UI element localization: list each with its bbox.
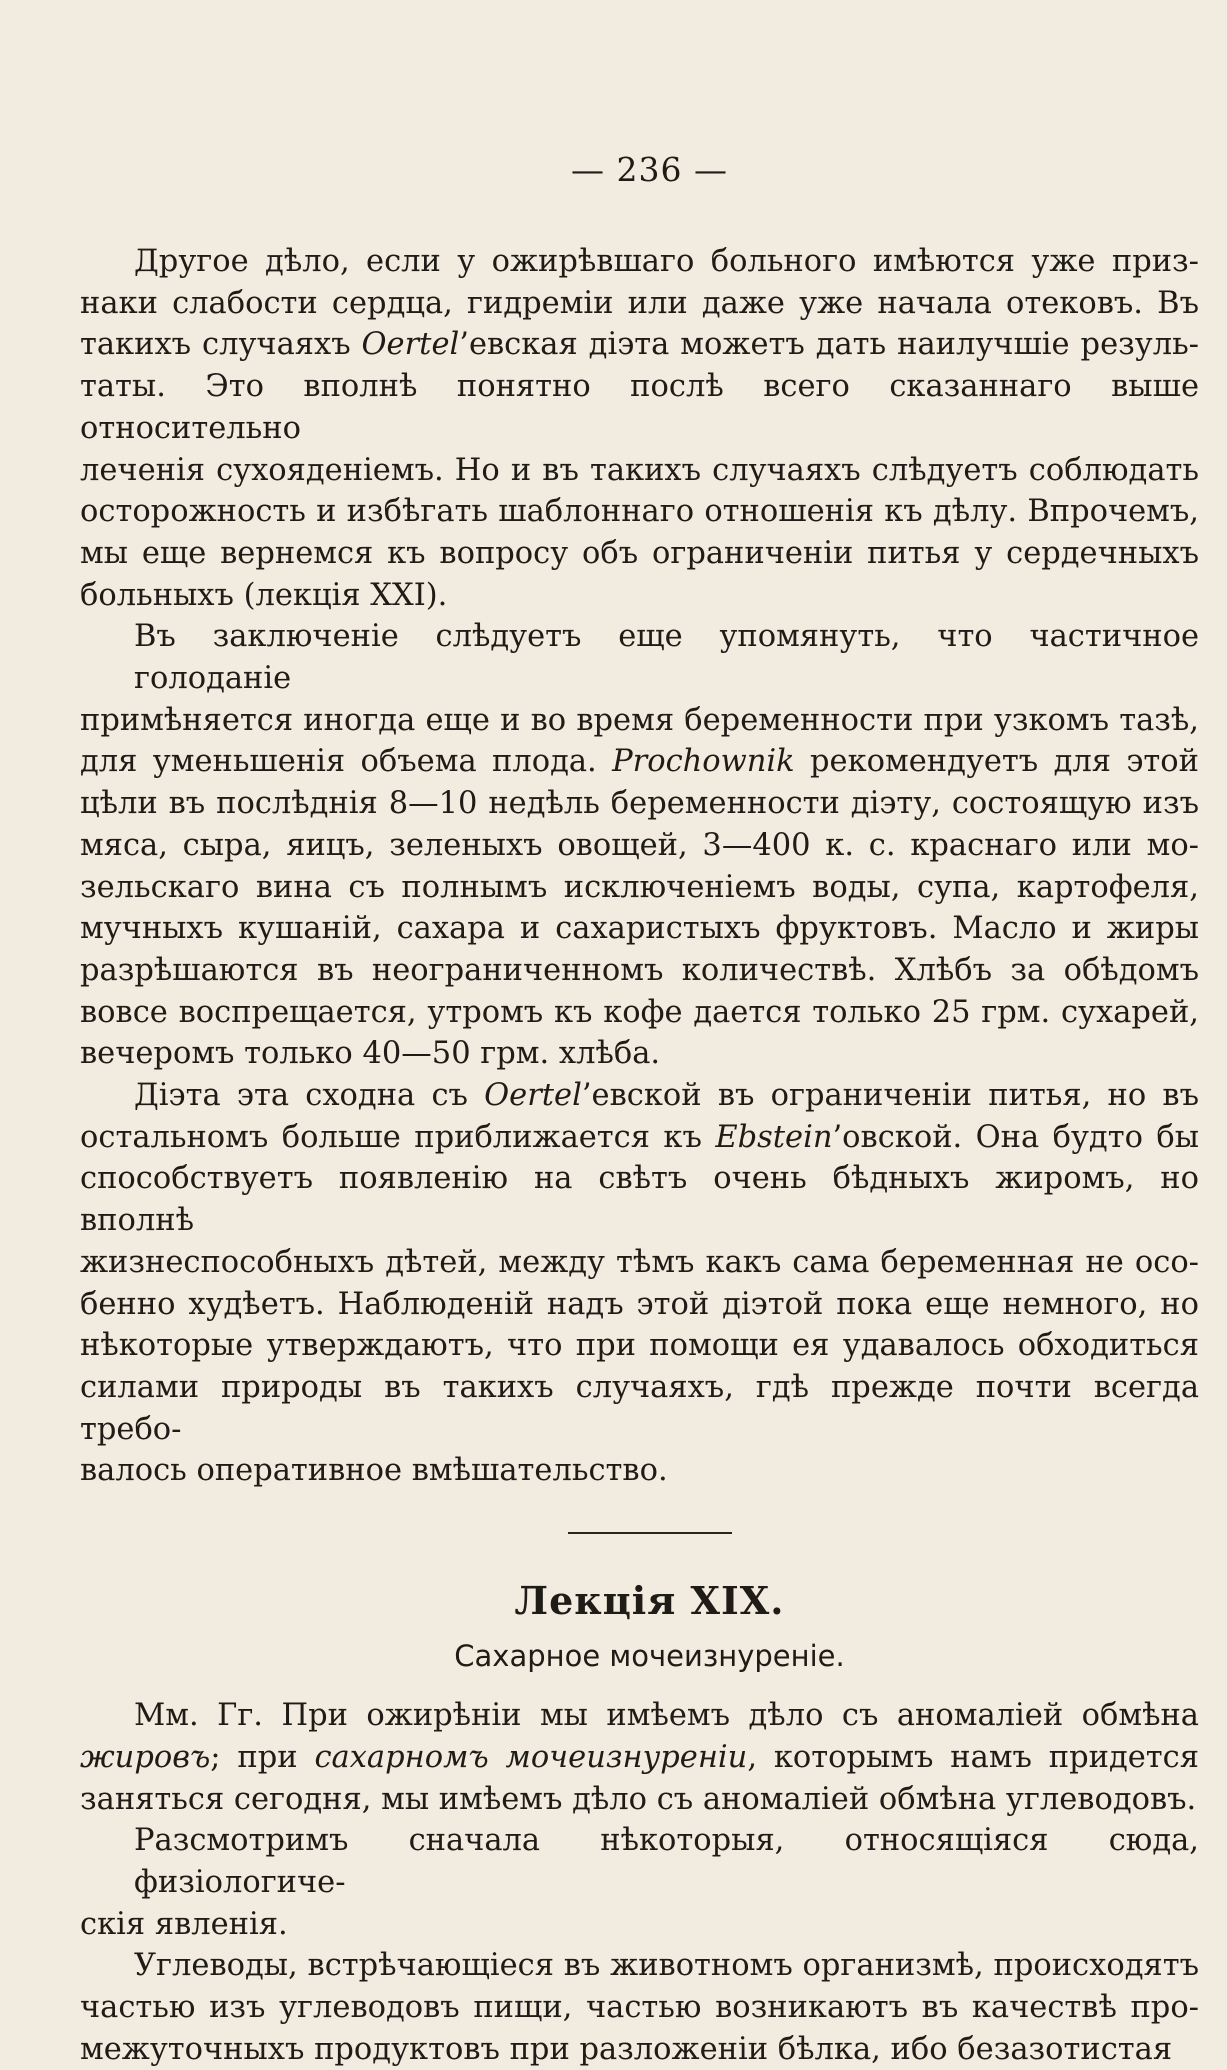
- text-line: [80, 1450, 1199, 1492]
- text-line: [80, 533, 1199, 575]
- paragraph: [80, 1820, 1199, 1945]
- text-run: Мм. Гг. При ожирѣніи мы имѣемъ дѣло съ аномаліей обмѣна: [134, 1698, 1199, 1734]
- text-run: таты. Это вполнѣ понятно послѣ всего сказаннаго выше относительно: [80, 369, 1199, 446]
- paragraph: [80, 1945, 1199, 2070]
- text-run: Разсмотримъ сначала нѣкоторыя, относящіяся сюда, физіологиче-: [134, 1823, 1199, 1900]
- text-run: нѣкоторые утверждаютъ, что при помощи ея удавалось обходиться: [80, 1328, 1199, 1364]
- paragraph: [80, 1075, 1199, 1492]
- italic-text: Prochownik: [612, 744, 795, 780]
- text-line: [80, 1325, 1199, 1367]
- paragraph: [80, 616, 1199, 1075]
- text-run: леченія сухояденіемъ. Но и въ такихъ случаяхъ слѣдуетъ соблюдать: [80, 452, 1199, 488]
- text-line: [80, 950, 1199, 992]
- text-run: скія явленія.: [80, 1906, 288, 1942]
- lecture-title: Лекція XIX.: [514, 1578, 785, 1624]
- text-run: зельскаго вина съ полнымъ исключеніемъ воды, супа, картофеля,: [80, 869, 1199, 905]
- text-line: [80, 1737, 1199, 1779]
- text-run: ’овской. Она будто бы: [832, 1119, 1199, 1155]
- text-line: [80, 1284, 1199, 1326]
- section-divider: [568, 1532, 732, 1534]
- text-run: способствуетъ появленію на свѣтъ очень бѣдныхъ жиромъ, но вполнѣ: [80, 1161, 1199, 1239]
- paragraph: [80, 1695, 1199, 1820]
- body-text-after: [80, 1695, 1199, 2070]
- text-line: [80, 783, 1199, 825]
- text-line: [80, 1075, 1199, 1117]
- text-run: жизнеспособныхъ дѣтей, между тѣмъ какъ сама беременная не осо-: [80, 1244, 1199, 1280]
- text-run: мы еще вернемся къ вопросу объ ограниченіи питья у сердечныхъ: [80, 535, 1199, 571]
- text-line: [80, 1158, 1199, 1241]
- text-line: [80, 575, 1199, 617]
- paragraph: [80, 241, 1199, 616]
- text-line: [80, 1820, 1199, 1903]
- text-line: [80, 241, 1199, 283]
- text-line: [80, 366, 1199, 449]
- text-run: мяса, сыра, яицъ, зеленыхъ овощей, 3—400 к. с. краснаго или мо-: [80, 827, 1199, 863]
- text-run: остальномъ больше приближается къ: [80, 1119, 716, 1155]
- text-line: [80, 992, 1199, 1034]
- text-run: для уменьшенія объема плода.: [80, 744, 613, 780]
- text-line: [80, 741, 1199, 783]
- text-run: ; при: [210, 1739, 315, 1775]
- italic-text: сахарномъ мочеизнуреніи: [314, 1739, 748, 1775]
- text-line: [80, 616, 1199, 699]
- text-run: рекомендуетъ для этой: [794, 744, 1199, 780]
- text-run: наки слабости сердца, гидреміи или даже уже начала отековъ. Въ: [80, 285, 1199, 321]
- text-line: [80, 1904, 1199, 1946]
- text-run: Другое дѣло, если у ожирѣвшаго больного имѣются уже приз-: [134, 244, 1199, 279]
- text-run: больныхъ (лекція XXI).: [80, 577, 448, 613]
- text-run: вовсе воспрещается, утромъ къ кофе дается только 25 грм. сухарей,: [80, 994, 1199, 1030]
- text-line: [80, 450, 1199, 492]
- text-line: [80, 1367, 1199, 1450]
- italic-text: жировъ: [80, 1739, 211, 1775]
- text-run: осторожность и избѣгать шаблоннаго отношенія къ дѣлу. Впрочемъ,: [80, 494, 1199, 530]
- text-run: Углеводы, встрѣчающіеся въ животномъ организмѣ, происходятъ: [134, 1948, 1199, 1984]
- text-run: ’евская діэта можетъ дать наилучшіе резуль-: [459, 327, 1199, 363]
- text-run: силами природы въ такихъ случаяхъ, гдѣ прежде почти всегда требо-: [80, 1369, 1199, 1447]
- text-line: [80, 1987, 1199, 2029]
- text-line: [80, 283, 1199, 325]
- italic-text: Oertel: [361, 327, 460, 363]
- text-line: [80, 700, 1199, 742]
- text-line: [80, 1695, 1199, 1737]
- text-run: валось оперативное вмѣшательство.: [80, 1453, 668, 1489]
- italic-text: Ebstein: [715, 1119, 833, 1155]
- lecture-subtitle: Сахарное мочеизнуреніе.: [454, 1639, 845, 1674]
- text-run: заняться сегодня, мы имѣемъ дѣло съ аномаліей обмѣна углеводовъ.: [80, 1781, 1197, 1817]
- text-line: [80, 867, 1199, 909]
- text-line: [80, 908, 1199, 950]
- text-line: [80, 1117, 1199, 1159]
- text-line: [80, 1779, 1199, 1821]
- text-run: примѣняется иногда еще и во время беременности при узкомъ тазѣ,: [80, 702, 1199, 738]
- body-text-before: [80, 241, 1199, 1492]
- page-number: — 236 —: [571, 150, 728, 189]
- text-run: цѣли въ послѣднія 8—10 недѣль беременности діэту, состоящую изъ: [80, 786, 1199, 822]
- text-run: такихъ случаяхъ: [80, 327, 362, 363]
- text-run: мучныхъ кушаній, сахара и сахаристыхъ фруктовъ. Масло и жиры: [80, 911, 1199, 947]
- text-run: Въ заключеніе слѣдуетъ еще упомянуть, что частичное голоданіе: [134, 619, 1199, 697]
- text-run: бенно худѣетъ. Наблюденій надъ этой діэтой пока еще немного, но: [80, 1286, 1199, 1322]
- text-line: [80, 2029, 1199, 2070]
- text-run: разрѣшаются въ неограниченномъ количествѣ. Хлѣбъ за обѣдомъ: [80, 952, 1199, 988]
- italic-text: Oertel: [484, 1078, 582, 1114]
- text-run: межуточныхъ продуктовъ при разложеніи бѣлка, ибо безазотистая: [80, 2031, 1173, 2067]
- text-line: [80, 825, 1199, 867]
- text-line: [80, 491, 1199, 533]
- text-run: , которымъ намъ придется: [747, 1739, 1199, 1775]
- text-line: [80, 1033, 1199, 1075]
- text-line: [80, 324, 1199, 366]
- text-run: Діэта эта сходна съ: [134, 1078, 485, 1114]
- text-run: вечеромъ только 40—50 грм. хлѣба.: [80, 1036, 661, 1072]
- text-run: частью изъ углеводовъ пищи, частью возникаютъ въ качествѣ про-: [80, 1990, 1199, 2026]
- text-line: [80, 1242, 1199, 1284]
- text-run: ’евской въ ограниченіи питья, но въ: [581, 1078, 1199, 1114]
- text-line: [80, 1945, 1199, 1987]
